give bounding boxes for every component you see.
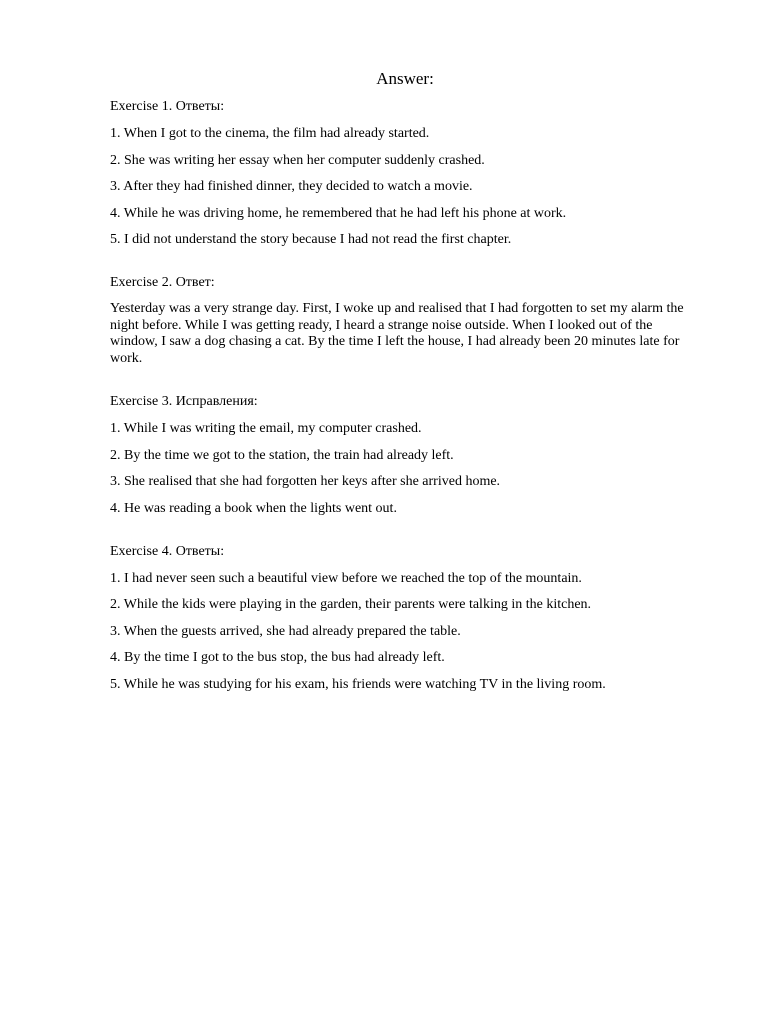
exercise-1-heading: Exercise 1. Ответы: (110, 99, 225, 114)
exercise-3-correction-3: 3. She realised that she had forgotten her keys after she arrived home. (110, 474, 501, 489)
exercise-1-answer-2: 2. She was writing her essay when her computer suddenly crashed. (110, 152, 485, 168)
exercise-4-answer-1: 1. I had never seen such a beautiful view before we reached the top of the mountain. (110, 570, 582, 586)
exercise-3-heading: Exercise 3. Исправления: (110, 394, 258, 409)
exercise-2-section (110, 274, 700, 367)
exercise-3-section (110, 393, 700, 517)
page-title: Answer: (376, 69, 434, 88)
exercise-2-answer-text: Yesterday was a very strange day. First, I woke up and realised that I had forgotten to set my alarm the night before. While I was getting ready, I heard a strange noise outside. When I looked out of the window, I saw a dog chasing a cat. By the time I left the house, I had already been 20 minutes late for work. (110, 301, 684, 366)
exercise-3-correction-2: 2. By the time we got to the station, the train had already left. (110, 447, 454, 463)
exercise-1-answer-4: 4. While he was driving home, he remembered that he had left his phone at work. (110, 205, 567, 221)
exercise-4-heading: Exercise 4. Ответы: (110, 543, 225, 559)
exercise-1-answer-1: 1. When I got to the cinema, the film had already started. (110, 126, 430, 141)
exercise-4-answer-4: 4. By the time I got to the bus stop, the bus had already left. (110, 650, 445, 665)
exercise-3-correction-1: 1. While I was writing the email, my computer crashed. (110, 421, 422, 436)
exercise-1-answer-5: 5. I did not understand the story because I had not read the first chapter. (110, 232, 512, 247)
exercise-1-answer-3: 3. After they had finished dinner, they decided to watch a movie. (110, 179, 473, 194)
exercise-4-answer-2: 2. While the kids were playing in the garden, their parents were talking in the kitchen. (110, 597, 592, 612)
document-page (110, 68, 700, 702)
exercise-4-answer-3: 3. When the guests arrived, she had already prepared the table. (110, 623, 461, 639)
exercise-4-section (110, 543, 700, 693)
exercise-4-answer-5: 5. While he was studying for his exam, his friends were watching TV in the living room. (110, 676, 606, 692)
exercise-3-correction-4: 4. He was reading a book when the lights went out. (110, 500, 397, 516)
exercise-2-heading: Exercise 2. Ответ: (110, 275, 215, 290)
exercise-1-section (110, 98, 700, 248)
